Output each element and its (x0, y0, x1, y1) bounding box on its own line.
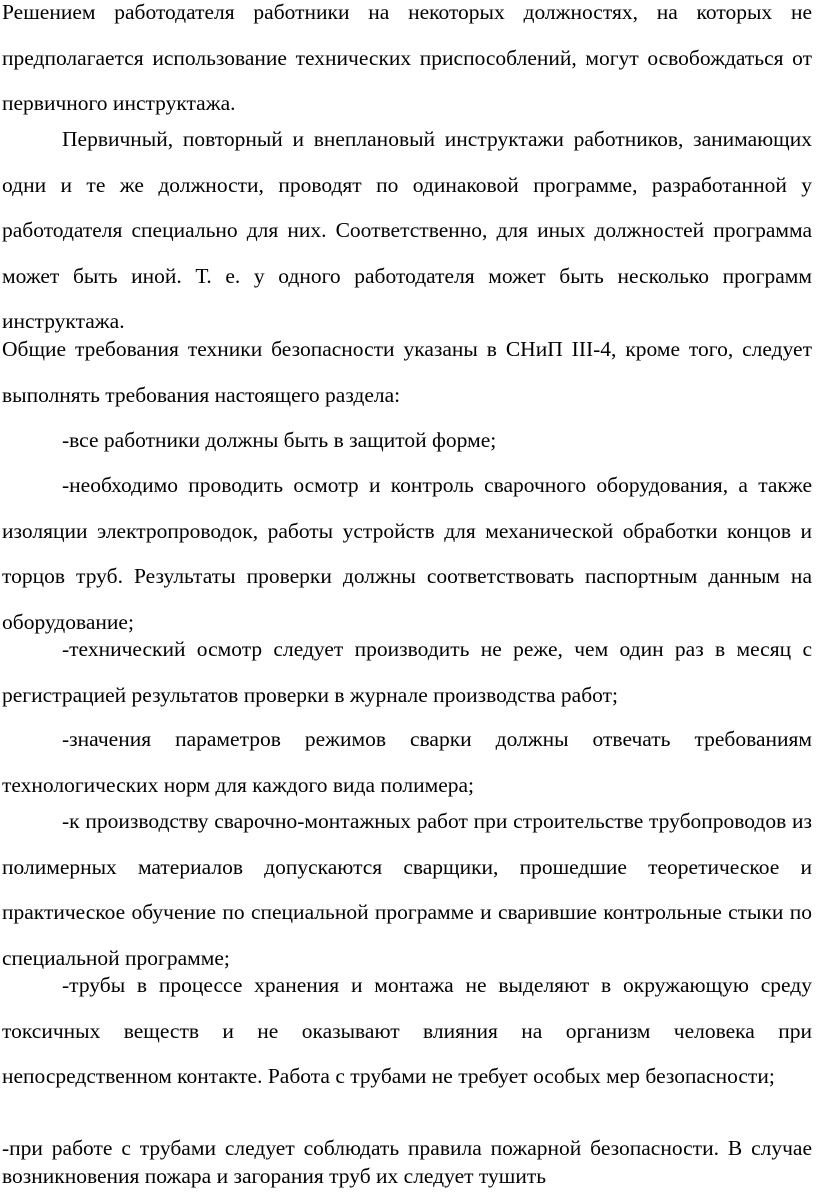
list-item-welding-parameters: -значения параметров режимов сварки должны отвечать требованиям технологических норм для каждого вида полимера; (2, 727, 812, 797)
list-item-equipment-inspection: -необходимо проводить осмотр и контроль сварочного оборудования, а также изоляции электропроводок, работы устройств для механической обработки концов и торцов труб. Результаты проверки должны соответствовать паспортным данным на оборудование; (2, 473, 812, 634)
paragraph-instruction-programs: Первичный, повторный и внеплановый инструктажи работников, занимающих одни и те же должности, проводят по одинаковой программе, разработанной у работодателя специально для них. Соответственно, для иных должностей программа может быть иной. Т. е. у одного работодателя может быть несколько программ инструктажа. (2, 127, 812, 333)
list-item-pipe-toxicity: -трубы в процессе хранения и монтажа не выделяют в окружающую среду токсичных веществ и не оказывают влияния на организм человека при непосредственном контакте. Работа с трубами не требует особых мер безопасности; (2, 973, 812, 1088)
list-item-welder-admission: -к производству сварочно-монтажных работ при строительстве трубопроводов из полимерных материалов допускаются сварщики, прошедшие теоретическое и практическое обучение по специальной программе и сварившие контрольные стыки по специальной программе; (2, 809, 812, 970)
paragraph-primary-instruction-exemption: Решением работодателя работники на некоторых должностях, на которых не предполагается использование технических приспособлений, могут освобождаться от первичного инструктажа. (2, 0, 812, 115)
paragraph-general-safety-requirements: Общие требования техники безопасности указаны в СНиП III-4, кроме того, следует выполнять требования настоящего раздела: (2, 337, 812, 407)
list-item-protective-uniform: -все работники должны быть в защитой форме; (62, 428, 497, 452)
list-item-fire-safety: -при работе с трубами следует соблюдать правила пожарной безопасности. В случае возникновения пожара и загорания труб их следует тушить (2, 1136, 812, 1188)
list-item-monthly-inspection: -технический осмотр следует производить не реже, чем один раз в месяц с регистрацией результатов проверки в журнале производства работ; (2, 637, 812, 707)
